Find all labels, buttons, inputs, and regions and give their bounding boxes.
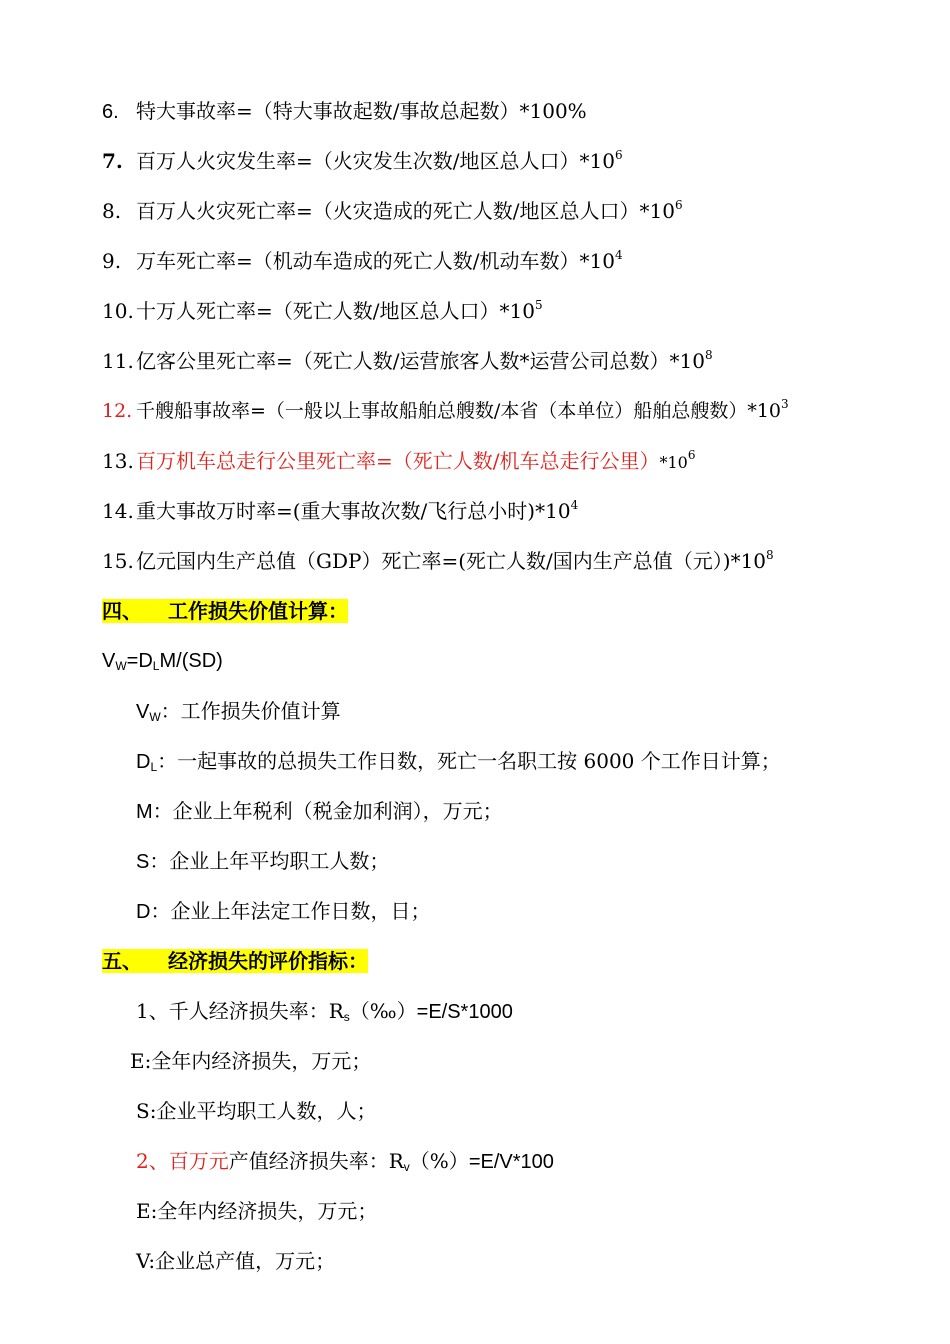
item1-definition-s bbox=[136, 1097, 376, 1125]
exponent: 6 bbox=[687, 448, 696, 462]
symbol: S bbox=[136, 851, 150, 873]
subscript: s bbox=[343, 1010, 350, 1024]
subscript: L bbox=[150, 760, 158, 774]
highlighted-heading bbox=[102, 599, 348, 623]
formula-text: 千艘船事故率=（一般以上事故船舶总艘数/本省（本单位）船舶总艘数）*10 bbox=[136, 400, 781, 422]
list-number: 15. bbox=[102, 549, 134, 573]
formula-tail: *10 bbox=[659, 453, 688, 472]
formula-text: 亿客公里死亡率=（死亡人数/运营旅客人数*运营公司总数）*10 bbox=[136, 349, 705, 373]
definition-text: E:全年内经济损失，万元； bbox=[130, 1049, 372, 1073]
list-number: 14. bbox=[102, 499, 134, 523]
exponent: 8 bbox=[704, 348, 713, 362]
formula-15 bbox=[102, 547, 774, 575]
item-formula: =E/V*100 bbox=[468, 1151, 554, 1173]
equals-d: =D bbox=[126, 650, 153, 672]
symbol: D bbox=[136, 751, 151, 773]
formula-7 bbox=[102, 147, 623, 175]
section-title: 经济损失的评价指标： bbox=[168, 949, 368, 973]
subscript: L bbox=[152, 659, 160, 673]
list-number: 8. bbox=[102, 199, 122, 223]
definition-text: S:企业平均职工人数，人； bbox=[136, 1099, 377, 1123]
unit-paren: （%） bbox=[409, 1149, 469, 1173]
list-number: 6. bbox=[102, 101, 119, 123]
formula-10 bbox=[102, 297, 543, 325]
subscript: W bbox=[115, 659, 127, 673]
loss-rate-item-2 bbox=[136, 1147, 554, 1176]
item2-definition-e bbox=[136, 1197, 377, 1225]
symbol: V bbox=[136, 701, 150, 723]
definition-dl bbox=[136, 747, 781, 776]
formula-text: 百万人火灾死亡率=（火灾造成的死亡人数/地区总人口）*10 bbox=[136, 199, 675, 223]
list-number: 10. bbox=[102, 299, 134, 323]
formula-text: 百万人火灾发生率=（火灾发生次数/地区总人口）*10 bbox=[136, 149, 615, 173]
exponent: 6 bbox=[614, 148, 623, 162]
section-heading-5 bbox=[102, 947, 368, 975]
section-number: 四、 bbox=[102, 599, 142, 623]
item1-definition-e bbox=[130, 1047, 371, 1075]
formula-14 bbox=[102, 497, 578, 525]
formula-12 bbox=[102, 397, 789, 425]
definition-text: ：企业上年法定工作日数，日； bbox=[150, 899, 431, 923]
section-heading-4 bbox=[102, 597, 348, 625]
definition-text: ：一起事故的总损失工作日数，死亡一名职工按 6000 个工作日计算； bbox=[157, 749, 781, 773]
formula-9 bbox=[102, 247, 623, 275]
subscript: W bbox=[149, 710, 161, 724]
item-label: 产值经济损失率：R bbox=[228, 1149, 404, 1173]
definition-text: ：企业上年平均职工人数； bbox=[149, 849, 390, 873]
list-number: 12. bbox=[102, 400, 133, 422]
formula-text: 亿元国内生产总值（GDP）死亡率=(死亡人数/国内生产总值（元）)*10 bbox=[136, 549, 767, 573]
definition-m bbox=[136, 797, 503, 826]
item-label: 1、千人经济损失率：R bbox=[136, 999, 344, 1023]
formula-text-highlighted: 百万机车总走行公里死亡率=（死亡人数/机车总走行公里） bbox=[136, 449, 660, 473]
unit-paren: （‰） bbox=[349, 999, 417, 1023]
symbol: D bbox=[136, 901, 151, 923]
item2-definition-v bbox=[136, 1247, 335, 1275]
list-number: 13. bbox=[102, 449, 134, 473]
exponent: 5 bbox=[534, 298, 543, 312]
exponent: 4 bbox=[570, 498, 579, 512]
exponent: 4 bbox=[614, 248, 623, 262]
definition-text: ：企业上年税利（税金加利润），万元； bbox=[152, 799, 503, 823]
work-loss-formula bbox=[102, 647, 223, 675]
var-v: V bbox=[102, 650, 116, 672]
formula-text: 万车死亡率=（机动车造成的死亡人数/机动车数）*10 bbox=[136, 249, 615, 273]
exponent: 8 bbox=[766, 548, 774, 562]
formula-11 bbox=[102, 347, 713, 375]
formula-text: 特大事故率=（特大事故起数/事故总起数）*100% bbox=[136, 99, 587, 123]
exponent: 6 bbox=[674, 198, 683, 212]
symbol: M bbox=[136, 801, 153, 823]
definition-d bbox=[136, 897, 430, 926]
list-number: 11. bbox=[102, 349, 134, 373]
subscript: v bbox=[403, 1160, 410, 1174]
exponent: 3 bbox=[781, 397, 789, 411]
definition-text: ：工作损失价值计算 bbox=[160, 699, 341, 723]
definition-vw bbox=[136, 697, 341, 726]
loss-rate-item-1 bbox=[136, 997, 513, 1026]
definition-s bbox=[136, 847, 389, 876]
formula-text: 重大事故万时率=(重大事故次数/飞行总小时)*10 bbox=[136, 499, 571, 523]
formula-8 bbox=[102, 197, 683, 225]
list-number: 9. bbox=[102, 249, 122, 273]
item-formula: =E/S*1000 bbox=[416, 1001, 513, 1023]
item-label-highlighted: 2、百万元 bbox=[136, 1149, 229, 1173]
section-title: 工作损失价值计算： bbox=[168, 599, 348, 623]
list-number: 7. bbox=[102, 149, 123, 173]
formula-13 bbox=[102, 447, 696, 477]
definition-text: V:企业总产值，万元； bbox=[136, 1249, 336, 1273]
formula-text: 十万人死亡率=（死亡人数/地区总人口）*10 bbox=[136, 299, 535, 323]
formula-rest: M/(SD) bbox=[159, 650, 223, 672]
formula-6 bbox=[102, 97, 587, 126]
section-number: 五、 bbox=[102, 949, 142, 973]
definition-text: E:全年内经济损失，万元； bbox=[136, 1199, 378, 1223]
highlighted-heading bbox=[102, 949, 368, 973]
